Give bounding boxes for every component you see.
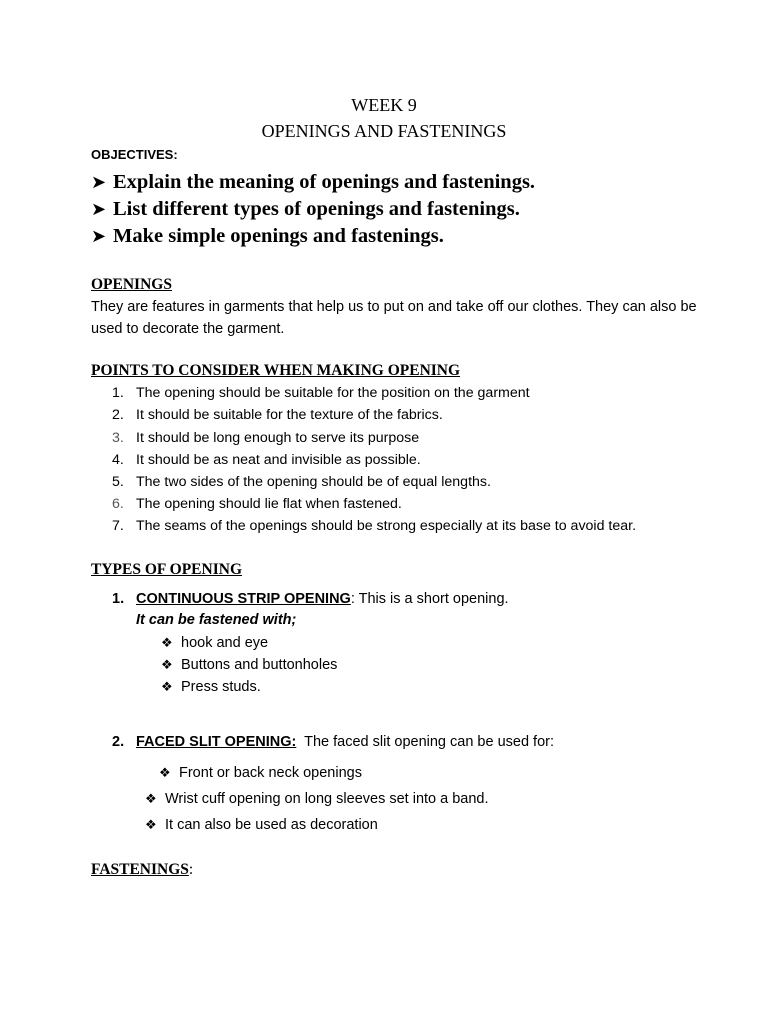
diamond-bullet-icon: ❖: [145, 792, 157, 807]
objective-item: [91, 224, 444, 249]
bullet-item: ❖ It can also be used as decoration: [145, 817, 378, 833]
fastenings-heading-row: FASTENINGS:: [91, 861, 194, 878]
type-name: CONTINUOUS STRIP OPENING: [136, 591, 351, 607]
fastened-with-subhead: It can be fastened with;: [136, 612, 297, 628]
arrowhead-bullet-icon: ➤: [91, 226, 107, 247]
diamond-bullet-icon: ❖: [145, 818, 157, 833]
list-item: 2. It should be suitable for the texture of the fabrics.: [112, 407, 443, 423]
list-item: 4. It should be as neat and invisible as possible.: [112, 452, 421, 468]
bullet-item: ❖ Front or back neck openings: [159, 765, 362, 781]
objectives-label: OBJECTIVES:: [91, 147, 178, 162]
arrowhead-bullet-icon: ➤: [91, 172, 107, 193]
objective-item: [91, 170, 535, 195]
diamond-bullet-icon: ❖: [161, 636, 173, 651]
type-name: FACED SLIT OPENING:: [136, 734, 297, 750]
list-item: 3. It should be long enough to serve its purpose: [112, 430, 420, 446]
list-item: 6. The opening should lie flat when fastened.: [112, 496, 402, 512]
diamond-bullet-icon: ❖: [159, 766, 171, 781]
bullet-item: ❖ Buttons and buttonholes: [161, 657, 338, 673]
objective-text: Explain the meaning of openings and fastenings.: [113, 171, 536, 193]
openings-heading: OPENINGS: [91, 276, 172, 293]
type-item-continuous: 1. CONTINUOUS STRIP OPENING: This is a short opening.: [112, 591, 509, 607]
type-desc: : This is a short opening.: [350, 591, 509, 607]
types-heading: TYPES OF OPENING: [91, 561, 242, 578]
objective-text: List different types of openings and fastenings.: [113, 198, 520, 220]
diamond-bullet-icon: ❖: [161, 680, 173, 695]
diamond-bullet-icon: ❖: [161, 658, 173, 673]
list-item: 5. The two sides of the opening should be of equal lengths.: [112, 474, 491, 490]
type-desc: The faced slit opening can be used for:: [296, 734, 555, 750]
points-heading: POINTS TO CONSIDER WHEN MAKING OPENING: [91, 362, 461, 379]
page-title-topic: OPENINGS AND FASTENINGS: [261, 121, 507, 141]
objective-item: [91, 197, 520, 222]
bullet-item: ❖ Press studs.: [161, 679, 261, 695]
fastenings-heading: FASTENINGS: [91, 861, 189, 878]
openings-paragraph: They are features in garments that help us to put on and take off our clothes. They can also be used to decorate the garment.: [91, 299, 697, 337]
objective-text: Make simple openings and fastenings.: [113, 225, 444, 247]
arrowhead-bullet-icon: ➤: [91, 199, 107, 220]
list-item: 1. The opening should be suitable for the position on the garment: [112, 385, 530, 401]
bullet-item: ❖ hook and eye: [161, 635, 269, 651]
list-item: 7. The seams of the openings should be strong especially at its base to avoid tear.: [112, 518, 637, 534]
page-title-week: WEEK 9: [351, 95, 417, 115]
bullet-item: ❖ Wrist cuff opening on long sleeves set into a band.: [145, 791, 489, 807]
type-item-faced-slit: 2. FACED SLIT OPENING: The faced slit opening can be used for:: [112, 734, 555, 750]
